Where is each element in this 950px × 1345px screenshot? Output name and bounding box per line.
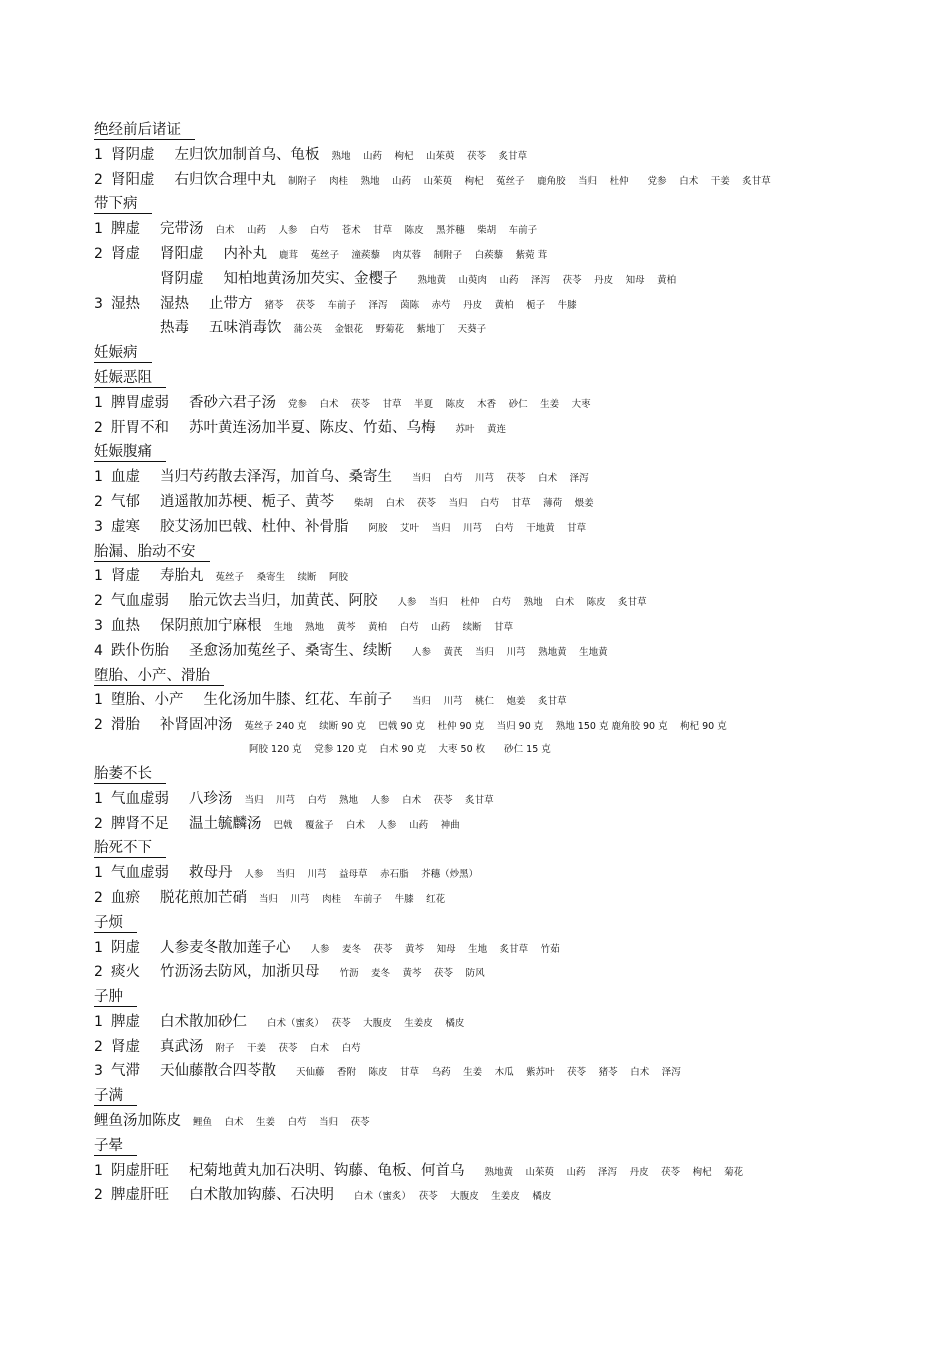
ingredients: 附子 干姜 茯苓 白术 白芍 xyxy=(215,1042,361,1054)
ingredients: 白术 山药 人参 白芍 苍术 甘草 陈皮 黑芥穗 柴胡 车前子 xyxy=(215,225,538,237)
entry-row: 1 肾虚 寿胎丸 菟丝子 桑寄生 续断 阿胶 xyxy=(94,568,349,585)
ingredients: 菟丝子 桑寄生 续断 阿胶 xyxy=(215,572,349,584)
entry-row: 3 虚寒 胶艾汤加巴戟、杜仲、补骨脂 阿胶 艾叶 当归 川芎 白芍 干地黄 甘草 xyxy=(94,518,587,535)
ingredients: 苏叶 黄连 xyxy=(455,423,507,435)
ingredients: 蒲公英 金银花 野菊花 紫地丁 天葵子 xyxy=(293,324,487,336)
section-heading: 堕胎、小产、滑胎 xyxy=(94,667,224,686)
formula: 补肾固冲汤 xyxy=(160,717,233,734)
entry-row: 1 血虚 当归芍药散去泽泻，加首乌、桑寄生 当归 白芍 川芎 茯苓 白术 泽泻 xyxy=(94,469,589,486)
formula: 五味消毒饮 xyxy=(209,320,282,337)
entry-row: 2 气血虚弱 胎元饮去当归，加黄芪、阿胶 人参 当归 杜仲 白芍 熟地 白术 陈皮 炙甘草 xyxy=(94,593,647,610)
ingredients: 竹沥 麦冬 黄芩 茯苓 防风 xyxy=(339,968,485,980)
formula: 圣愈汤加菟丝子、桑寄生、续断 xyxy=(189,642,392,659)
ingredients: 鲤鱼 白术 生姜 白芍 当归 茯苓 xyxy=(193,1117,370,1129)
formula: 白术散加砂仁 xyxy=(160,1013,247,1030)
formula: 温土毓麟汤 xyxy=(189,815,262,832)
entry-row: 1 阴虚 人参麦冬散加莲子心 人参 麦冬 茯苓 黄芩 知母 生地 炙甘草 竹茹 xyxy=(94,939,560,956)
formula: 胎元饮去当归，加黄芪、阿胶 xyxy=(189,593,378,610)
formula: 保阴煎加宁麻根 xyxy=(160,617,262,634)
formula: 脱花煎加芒硝 xyxy=(160,889,247,906)
entry-row xyxy=(94,737,914,757)
section-heading: 妊娠恶阻 xyxy=(94,369,166,388)
entry-row: 2 肾阳虚 右归饮合理中丸 制附子 肉桂 熟地 山药 山茱萸 枸杞 菟丝子 鹿角胶 当归 杜仲 党参 白术 干姜 炙甘草 xyxy=(94,171,771,188)
formula: 逍遥散加苏梗、栀子、黄芩 xyxy=(160,493,334,510)
formula: 鲤鱼汤加陈皮 xyxy=(94,1113,181,1130)
formula: 当归芍药散去泽泻，加首乌、桑寄生 xyxy=(160,469,392,486)
ingredients: 熟地 山药 枸杞 山茱萸 茯苓 炙甘草 xyxy=(331,150,528,162)
ingredients: 巴戟 覆盆子 白术 人参 山药 神曲 xyxy=(273,819,460,831)
entry-row: 3 湿热 湿热 止带方 猪苓 茯苓 车前子 泽泻 茵陈 赤芍 丹皮 黄柏 栀子 牛膝 xyxy=(94,295,577,312)
section-heading: 妊娠腹痛 xyxy=(94,443,166,462)
document-body xyxy=(94,117,914,1207)
formula: 天仙藤散合四苓散 xyxy=(160,1063,276,1080)
formula: 白术散加钩藤、石决明 xyxy=(189,1187,334,1204)
entry-row: 1 阴虚肝旺 杞菊地黄丸加石决明、钩藤、龟板、何首乌 熟地黄 山茱萸 山药 泽泻 丹皮 茯苓 枸杞 菊花 xyxy=(94,1162,744,1179)
ingredients: 当归 川芎 桃仁 炮姜 炙甘草 xyxy=(412,696,567,708)
formula: 寿胎丸 xyxy=(160,568,204,585)
formula: 人参麦冬散加莲子心 xyxy=(160,939,291,956)
ingredients: 党参 白术 茯苓 甘草 半夏 陈皮 木香 砂仁 生姜 大枣 xyxy=(288,398,591,410)
entry-row: 1 气血虚弱 八珍汤 当归 川芎 白芍 熟地 人参 白术 茯苓 炙甘草 xyxy=(94,790,494,807)
formula: 救母丹 xyxy=(189,865,233,882)
ingredients: 当归 川芎 肉桂 车前子 牛膝 红花 xyxy=(259,893,446,905)
section-heading: 子晕 xyxy=(94,1137,137,1156)
ingredients: 天仙藤 香附 陈皮 甘草 乌药 生姜 木瓜 紫苏叶 茯苓 猪苓 白术 泽泻 xyxy=(296,1067,681,1079)
section-heading: 子满 xyxy=(94,1087,137,1106)
entry-row: 1 脾虚 白术散加砂仁 白术（蜜炙） 茯苓 大腹皮 生姜皮 橘皮 xyxy=(94,1013,465,1030)
entry-row: 2 痰火 竹沥汤去防风，加浙贝母 竹沥 麦冬 黄芩 茯苓 防风 xyxy=(94,964,485,981)
formula: 杞菊地黄丸加石决明、钩藤、龟板、何首乌 xyxy=(189,1162,465,1179)
formula: 止带方 xyxy=(209,295,253,312)
ingredients: 阿胶 120 克 党参 120 克 白术 90 克 大枣 50 枚 砂仁 15 克 xyxy=(249,743,551,755)
section-heading: 子烦 xyxy=(94,914,137,933)
ingredients: 白术（蜜炙） 茯苓 大腹皮 生姜皮 橘皮 xyxy=(267,1017,465,1029)
entry-row: 3 血热 保阴煎加宁麻根 生地 熟地 黄芩 黄柏 白芍 山药 续断 甘草 xyxy=(94,617,514,634)
ingredients: 人参 当归 杜仲 白芍 熟地 白术 陈皮 炙甘草 xyxy=(397,597,647,609)
formula: 完带汤 xyxy=(160,221,204,238)
formula: 右归饮合理中丸 xyxy=(174,171,276,188)
ingredients: 人参 黄芪 当归 川芎 熟地黄 生地黄 xyxy=(412,646,608,658)
entry-row: 1 脾胃虚弱 香砂六君子汤 党参 白术 茯苓 甘草 半夏 陈皮 木香 砂仁 生姜 大枣 xyxy=(94,394,591,411)
section-heading: 带下病 xyxy=(94,195,152,214)
formula: 知柏地黄汤加芡实、金樱子 xyxy=(223,270,398,287)
section-heading: 子肿 xyxy=(94,988,137,1007)
ingredients: 熟地黄 山萸肉 山药 泽泻 茯苓 丹皮 知母 黄柏 xyxy=(417,274,677,286)
section-heading: 胎萎不长 xyxy=(94,765,166,784)
section-heading: 绝经前后诸证 xyxy=(94,121,195,140)
section-heading: 妊娠病 xyxy=(94,344,152,363)
entry-row: 4 跌仆伤胎 圣愈汤加菟丝子、桑寄生、续断 人参 黄芪 当归 川芎 熟地黄 生地黄 xyxy=(94,642,608,659)
entry-row: 2 脾虚肝旺 白术散加钩藤、石决明 白术（蜜炙） 茯苓 大腹皮 生姜皮 橘皮 xyxy=(94,1187,552,1204)
entry-row: 2 肝胃不和 苏叶黄连汤加半夏、陈皮、竹茹、乌梅 苏叶 黄连 xyxy=(94,419,507,436)
ingredients: 生地 熟地 黄芩 黄柏 白芍 山药 续断 甘草 xyxy=(273,621,514,633)
formula: 左归饮加制首乌、龟板 xyxy=(174,146,320,163)
entry-row: 3 气滞 天仙藤散合四苓散 天仙藤 香附 陈皮 甘草 乌药 生姜 木瓜 紫苏叶 茯苓 猪苓 白术 泽泻 xyxy=(94,1063,681,1080)
ingredients: 菟丝子 240 克 续断 90 克 巴戟 90 克 杜仲 90 克 当归 90 克 熟地 150 克 鹿角胶 90 克 枸杞 90 克 xyxy=(244,721,727,733)
ingredients: 柴胡 白术 茯苓 当归 白芍 甘草 薄荷 煨姜 xyxy=(354,497,594,509)
entry-row: 2 脾肾不足 温土毓麟汤 巴戟 覆盆子 白术 人参 山药 神曲 xyxy=(94,815,460,832)
formula: 胶艾汤加巴戟、杜仲、补骨脂 xyxy=(160,518,349,535)
formula: 真武汤 xyxy=(160,1038,204,1055)
entry-row: 1 堕胎、小产 生化汤加牛膝、红花、车前子 当归 川芎 桃仁 炮姜 炙甘草 xyxy=(94,692,567,709)
entry-row: 2 气郁 逍遥散加苏梗、栀子、黄芩 柴胡 白术 茯苓 当归 白芍 甘草 薄荷 煨姜 xyxy=(94,493,594,510)
ingredients: 鹿茸 菟丝子 潼蒺藜 肉苁蓉 制附子 白蒺藜 紫菀 茸 xyxy=(279,249,548,261)
formula: 八珍汤 xyxy=(189,790,233,807)
ingredients: 当归 川芎 白芍 熟地 人参 白术 茯苓 炙甘草 xyxy=(244,794,494,806)
formula: 内补丸 xyxy=(223,245,267,262)
formula: 生化汤加牛膝、红花、车前子 xyxy=(203,692,392,709)
ingredients: 阿胶 艾叶 当归 川芎 白芍 干地黄 甘草 xyxy=(368,522,587,534)
ingredients: 人参 当归 川芎 益母草 赤石脂 芥穗（炒黑） xyxy=(244,869,479,881)
entry-row xyxy=(94,1108,914,1133)
ingredients: 制附子 肉桂 熟地 山药 山茱萸 枸杞 菟丝子 鹿角胶 当归 杜仲 党参 白术 干姜 炙甘草 xyxy=(288,175,771,187)
entry-row: 热毒 五味消毒饮 蒲公英 金银花 野菊花 紫地丁 天葵子 xyxy=(160,320,487,337)
entry-row: 1 肾阴虚 左归饮加制首乌、龟板 熟地 山药 枸杞 山茱萸 茯苓 炙甘草 xyxy=(94,146,528,163)
formula: 苏叶黄连汤加半夏、陈皮、竹茹、乌梅 xyxy=(189,419,436,436)
ingredients: 熟地黄 山茱萸 山药 泽泻 丹皮 茯苓 枸杞 菊花 xyxy=(484,1166,744,1178)
ingredients: 白术（蜜炙） 茯苓 大腹皮 生姜皮 橘皮 xyxy=(354,1191,552,1203)
entry-row: 2 肾虚 真武汤 附子 干姜 茯苓 白术 白芍 xyxy=(94,1038,361,1055)
formula: 竹沥汤去防风，加浙贝母 xyxy=(160,964,320,981)
entry-row: 2 血瘀 脱花煎加芒硝 当归 川芎 肉桂 车前子 牛膝 红花 xyxy=(94,889,446,906)
formula: 香砂六君子汤 xyxy=(189,394,276,411)
section-heading: 胎死不下 xyxy=(94,839,166,858)
entry-row: 肾阴虚 知柏地黄汤加芡实、金樱子 熟地黄 山萸肉 山药 泽泻 茯苓 丹皮 知母 黄柏 xyxy=(160,270,677,287)
entry-row: 2 滑胎 补肾固冲汤 菟丝子 240 克 续断 90 克 巴戟 90 克 杜仲 90 克 当归 90 克 熟地 150 克 鹿角胶 90 克 枸杞 90 克 xyxy=(94,717,727,734)
ingredients: 人参 麦冬 茯苓 黄芩 知母 生地 炙甘草 竹茹 xyxy=(310,943,560,955)
ingredients: 当归 白芍 川芎 茯苓 白术 泽泻 xyxy=(412,473,589,485)
ingredients: 猪苓 茯苓 车前子 泽泻 茵陈 赤芍 丹皮 黄柏 栀子 牛膝 xyxy=(264,299,577,311)
entry-row: 1 脾虚 完带汤 白术 山药 人参 白芍 苍术 甘草 陈皮 黑芥穗 柴胡 车前子 xyxy=(94,221,538,238)
section-heading: 胎漏、胎动不安 xyxy=(94,543,210,562)
entry-row: 1 气血虚弱 救母丹 人参 当归 川芎 益母草 赤石脂 芥穗（炒黑） xyxy=(94,865,479,882)
entry-row: 2 肾虚 肾阳虚 内补丸 鹿茸 菟丝子 潼蒺藜 肉苁蓉 制附子 白蒺藜 紫菀 茸 xyxy=(94,245,548,262)
